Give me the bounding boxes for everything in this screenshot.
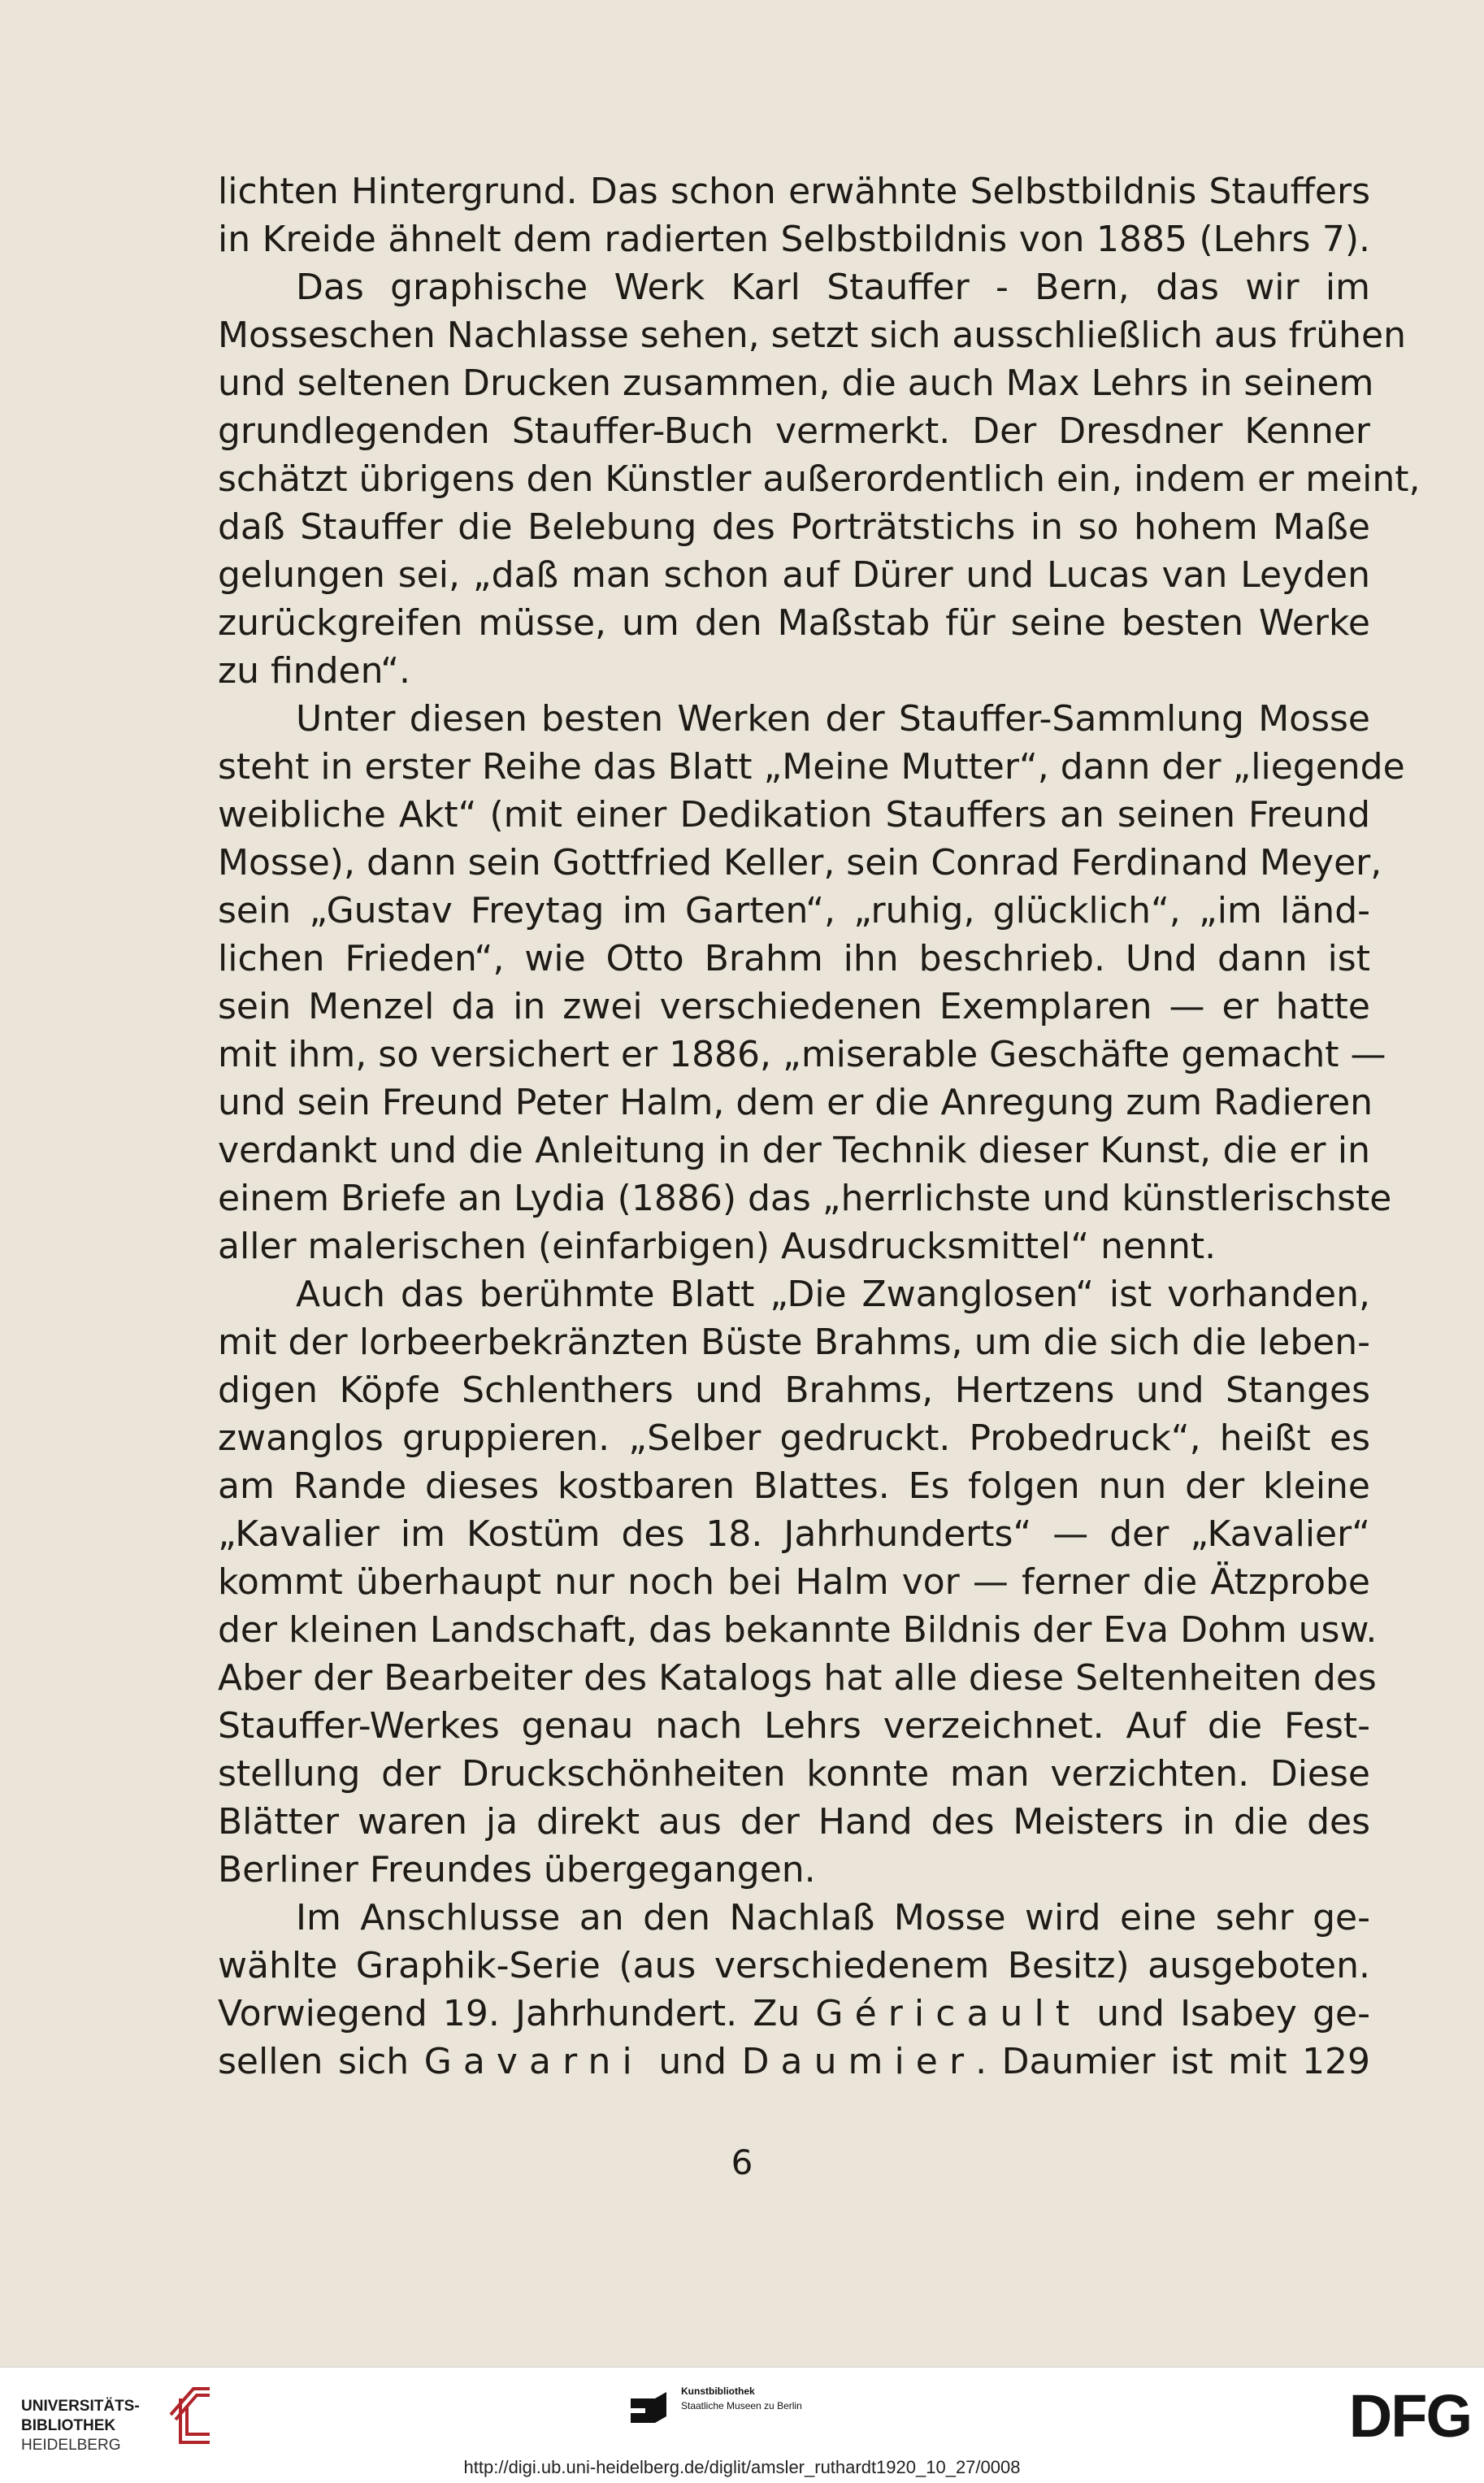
kunstbibliothek-text [681,2384,844,2413]
text-line: Aber der Bearbeiter des Katalogs hat alle diese Seltenheiten des [218,1657,1377,1699]
text-line: Das graphische Werk Karl Stauffer - Bern, das wir im [296,267,1370,308]
kunstbibliothek-logo[interactable] [631,2384,842,2441]
university-line-2: BIBLIOTHEK [21,2417,116,2434]
artist-name-gavarni: Gavarni [423,2041,644,2082]
text-run: sellen sich [218,2041,410,2082]
text-line: zurückgreifen müsse, um den Maßstab für seine besten Werke [218,602,1370,644]
text-line: mit der lorbeerbekränzten Büste Brahms, um die sich die leben- [218,1322,1370,1363]
body-text [218,167,1421,2086]
text-line: Berliner Freundes übergegangen. [218,1849,816,1890]
text-run: . Daumier ist mit 129 [975,2041,1370,2082]
university-line-3: HEIDELBERG [21,2437,121,2454]
university-line-1: UNIVERSITÄTS- [21,2398,140,2415]
text-line: Im Anschlusse an den Nachlaß Mosse wird eine sehr ge- [296,1897,1370,1938]
university-library-logo[interactable] [21,2382,216,2454]
kunstbibliothek-subtitle: Staatliche Museen zu Berlin [681,2400,802,2411]
text-line: „Kavalier im Kostüm des 18. Jahrhunderts“ — der „Kavalier“ [218,1513,1370,1555]
text-line: digen Köpfe Schlenthers und Brahms, Hertzens und Stanges [218,1370,1370,1411]
text-line: Unter diesen besten Werken der Stauffer-Sammlung Mosse [296,698,1370,740]
text-line: steht in erster Reihe das Blatt „Meine Mutter“, dann der „liegende [218,746,1405,788]
text-line: sein Menzel da in zwei verschiedenen Exemplaren — er hatte [218,986,1370,1027]
text-line: gelungen sei, „daß man schon auf Dürer und Lucas van Leyden [218,554,1370,596]
text-line: einem Briefe an Lydia (1886) das „herrlichste und künstlerischste [218,1178,1392,1219]
artist-name-daumier: Daumier [741,2041,976,2082]
text-line: daß Stauffer die Belebung des Porträtstichs in so hohem Maße [218,506,1370,548]
text-line: mit ihm, so versichert er 1886, „miserable Geschäfte gemacht — [218,1034,1386,1075]
text-run: Vorwiegend 19. Jahrhundert. Zu [218,1993,801,2034]
text-line: Mosse), dann sein Gottfried Keller, sein Conrad Ferdinand Meyer, [218,842,1382,883]
dfg-logo[interactable]: DFG [1348,2382,1471,2450]
text-line: am Rande dieses kostbaren Blattes. Es folgen nun der kleine [218,1465,1370,1507]
text-line [218,1990,1370,2038]
text-line: lichten Hintergrund. Das schon erwähnte Selbstbildnis Stauffers [218,171,1370,212]
kunstbibliothek-emblem-icon [631,2390,670,2429]
kunstbibliothek-title: Kunstbibliothek [681,2385,755,2397]
text-line: Blätter waren ja direkt aus der Hand des Meisters in die des [218,1801,1370,1843]
text-line: Mosseschen Nachlasse sehen, setzt sich ausschließlich aus frühen [218,315,1406,356]
text-line: weibliche Akt“ (mit einer Dedikation Stauffers an seinen Freund [218,794,1370,836]
footer-bar [0,2367,1484,2483]
text-line: stellung der Druckschönheiten konnte man verzichten. Diese [218,1753,1370,1795]
text-line: Auch das berühmte Blatt „Die Zwanglosen“ ist vorhanden, [296,1274,1370,1315]
university-logo-text [21,2397,159,2455]
text-line: wählte Graphik-Serie (aus verschiedenem Besitz) ausgeboten. [218,1945,1370,1986]
text-line: sein „Gustav Freytag im Garten“, „ruhig, glücklich“, „im länd- [218,890,1370,931]
text-line: kommt überhaupt nur noch bei Halm vor — ferner die Ätzprobe [218,1561,1370,1603]
permalink-url[interactable]: http://digi.ub.uni-heidelberg.de/diglit/amsler_ruthardt1920_10_27/0008 [463,2457,1021,2477]
text-line: schätzt übrigens den Künstler außerordentlich ein, indem er meint, [218,458,1421,500]
text-run: und [658,2041,727,2082]
text-line: zwanglos gruppieren. „Selber gedruckt. Probedruck“, heißt es [218,1417,1370,1459]
text-line: Stauffer-Werkes genau nach Lehrs verzeichnet. Auf die Fest- [218,1705,1370,1747]
text-line: der kleinen Landschaft, das bekannte Bildnis der Eva Dohm usw. [218,1609,1378,1651]
text-line: in Kreide ähnelt dem radierten Selbstbildnis von 1885 (Lehrs 7). [218,219,1370,260]
text-run: und Isabey ge- [1096,1993,1370,2034]
page-number: 6 [731,2142,753,2182]
text-line: verdankt und die Anleitung in der Technik dieser Kunst, die er in [218,1130,1370,1171]
university-emblem-icon [164,2382,216,2449]
text-line: und sein Freund Peter Halm, dem er die Anregung zum Radieren [218,1082,1373,1123]
text-line [218,2038,1370,2086]
artist-name-geri­cault: Géricault [815,1993,1082,2034]
text-line: aller malerischen (einfarbigen) Ausdrucksmittel“ nennt. [218,1226,1217,1267]
text-line: und seltenen Drucken zusammen, die auch Max Lehrs in seinem [218,362,1374,404]
text-line: lichen Frieden“, wie Otto Brahm ihn beschrieb. Und dann ist [218,938,1370,979]
text-line: zu finden“. [218,650,411,692]
text-line: grundlegenden Stauffer-Buch vermerkt. Der Dresdner Kenner [218,410,1370,452]
